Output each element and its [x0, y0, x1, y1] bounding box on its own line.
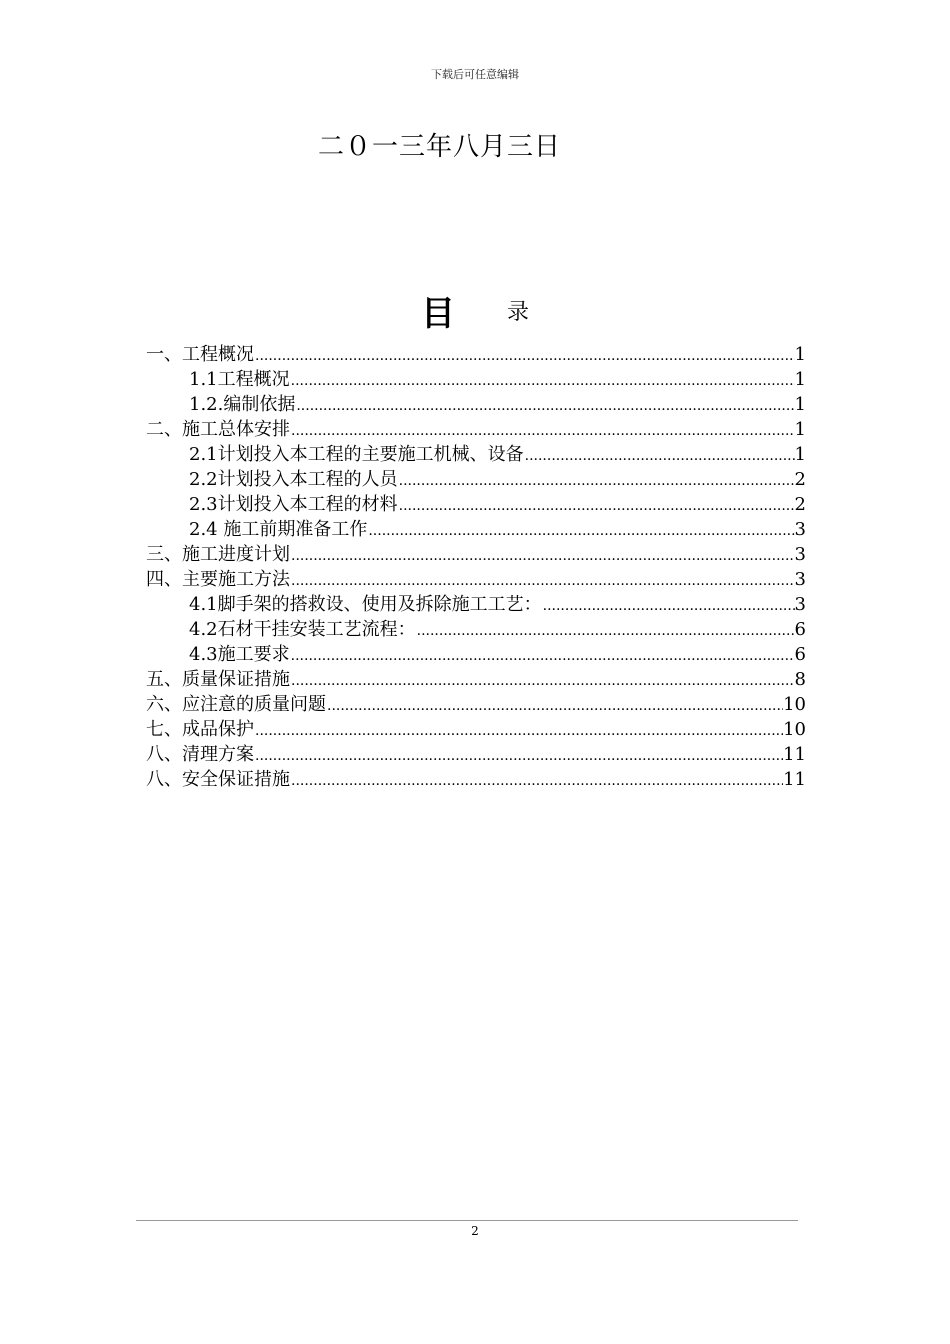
toc-entry-label: 2.4 施工前期准备工作	[189, 519, 368, 540]
toc-entry-page: 8	[794, 669, 806, 690]
toc-entry-label: 4.2石材干挂安装工艺流程：	[189, 619, 416, 640]
toc-dot-leader	[290, 769, 783, 794]
toc-dot-leader	[290, 669, 795, 694]
toc-entry[interactable]	[146, 442, 806, 467]
toc-entry[interactable]	[146, 417, 806, 442]
toc-entry-label: 八、清理方案	[146, 744, 254, 765]
toc-dot-leader	[290, 369, 795, 394]
toc-entry-label: 2.1计划投入本工程的主要施工机械、设备	[189, 444, 524, 465]
toc-entry-page: 11	[783, 769, 806, 790]
toc-dot-leader	[398, 494, 795, 519]
toc-dot-leader	[416, 619, 795, 644]
toc-entry-label: 2.3计划投入本工程的材料	[189, 494, 398, 515]
toc-entry[interactable]	[146, 692, 806, 717]
toc-entry[interactable]	[146, 517, 806, 542]
toc-title-main: 目	[420, 294, 455, 334]
toc-dot-leader	[290, 644, 795, 669]
toc-entry-label: 八、安全保证措施	[146, 769, 290, 790]
toc-dot-leader	[254, 719, 783, 744]
toc-entry-label: 4.1脚手架的搭救设、使用及拆除施工工艺：	[189, 594, 542, 615]
toc-entry-page: 3	[794, 519, 806, 540]
toc-entry[interactable]	[146, 642, 806, 667]
toc-entry-page: 1	[794, 419, 806, 440]
toc-entry-page: 1	[794, 444, 806, 465]
toc-entry-label: 二、施工总体安排	[146, 419, 290, 440]
toc-dot-leader	[290, 569, 795, 594]
page-header: 下载后可任意编辑	[431, 68, 519, 81]
toc-dot-leader	[290, 419, 795, 444]
toc-entry[interactable]	[146, 592, 806, 617]
toc-dot-leader	[542, 594, 795, 619]
toc-entry[interactable]	[146, 742, 806, 767]
toc-entry-page: 1	[794, 369, 806, 390]
toc-entry-page: 1	[794, 394, 806, 415]
toc-dot-leader	[290, 544, 795, 569]
toc-entry[interactable]	[146, 542, 806, 567]
toc-entry-label: 2.2计划投入本工程的人员	[189, 469, 398, 490]
toc-entry-page: 6	[794, 644, 806, 665]
toc-entry-label: 三、施工进度计划	[146, 544, 290, 565]
toc-entry-label: 七、成品保护	[146, 719, 254, 740]
toc-entry-label: 六、应注意的质量问题	[146, 694, 326, 715]
toc-entry-label: 1.1工程概况	[189, 369, 290, 390]
toc-dot-leader	[367, 519, 794, 544]
toc-entry[interactable]	[146, 667, 806, 692]
toc-entry-label: 一、工程概况	[146, 344, 254, 365]
toc-entry-page: 10	[783, 694, 806, 715]
toc-entry[interactable]	[146, 567, 806, 592]
toc-dot-leader	[398, 469, 795, 494]
toc-entry[interactable]	[146, 717, 806, 742]
toc-entry-page: 3	[794, 544, 806, 565]
toc-entry[interactable]	[146, 617, 806, 642]
toc-entry-page: 2	[794, 494, 806, 515]
toc-entry-page: 11	[783, 744, 806, 765]
toc-entry-page: 2	[794, 469, 806, 490]
toc-entry-label: 五、质量保证措施	[146, 669, 290, 690]
toc-entry[interactable]	[146, 467, 806, 492]
toc-dot-leader	[254, 744, 783, 769]
document-date: 二０一三年八月三日	[318, 132, 562, 162]
toc-entry-page: 10	[783, 719, 806, 740]
toc-entry-page: 3	[794, 569, 806, 590]
toc-entry[interactable]	[146, 367, 806, 392]
toc-dot-leader	[326, 694, 783, 719]
toc-dot-leader	[295, 394, 794, 419]
toc-entry-label: 1.2.编制依据	[189, 394, 296, 415]
toc-entry-page: 1	[794, 344, 806, 365]
table-of-contents	[146, 342, 806, 792]
toc-title	[0, 286, 950, 335]
toc-entry[interactable]	[146, 492, 806, 517]
toc-dot-leader	[254, 344, 795, 369]
toc-entry-page: 6	[794, 619, 806, 640]
toc-entry-label: 四、主要施工方法	[146, 569, 290, 590]
toc-title-secondary: 录	[506, 300, 529, 325]
toc-entry-label: 4.3施工要求	[189, 644, 290, 665]
page-number: 2	[471, 1224, 479, 1238]
footer-divider	[136, 1220, 798, 1221]
toc-entry[interactable]	[146, 342, 806, 367]
toc-dot-leader	[524, 444, 795, 469]
toc-entry-page: 3	[794, 594, 806, 615]
toc-entry[interactable]	[146, 767, 806, 792]
toc-entry[interactable]	[146, 392, 806, 417]
